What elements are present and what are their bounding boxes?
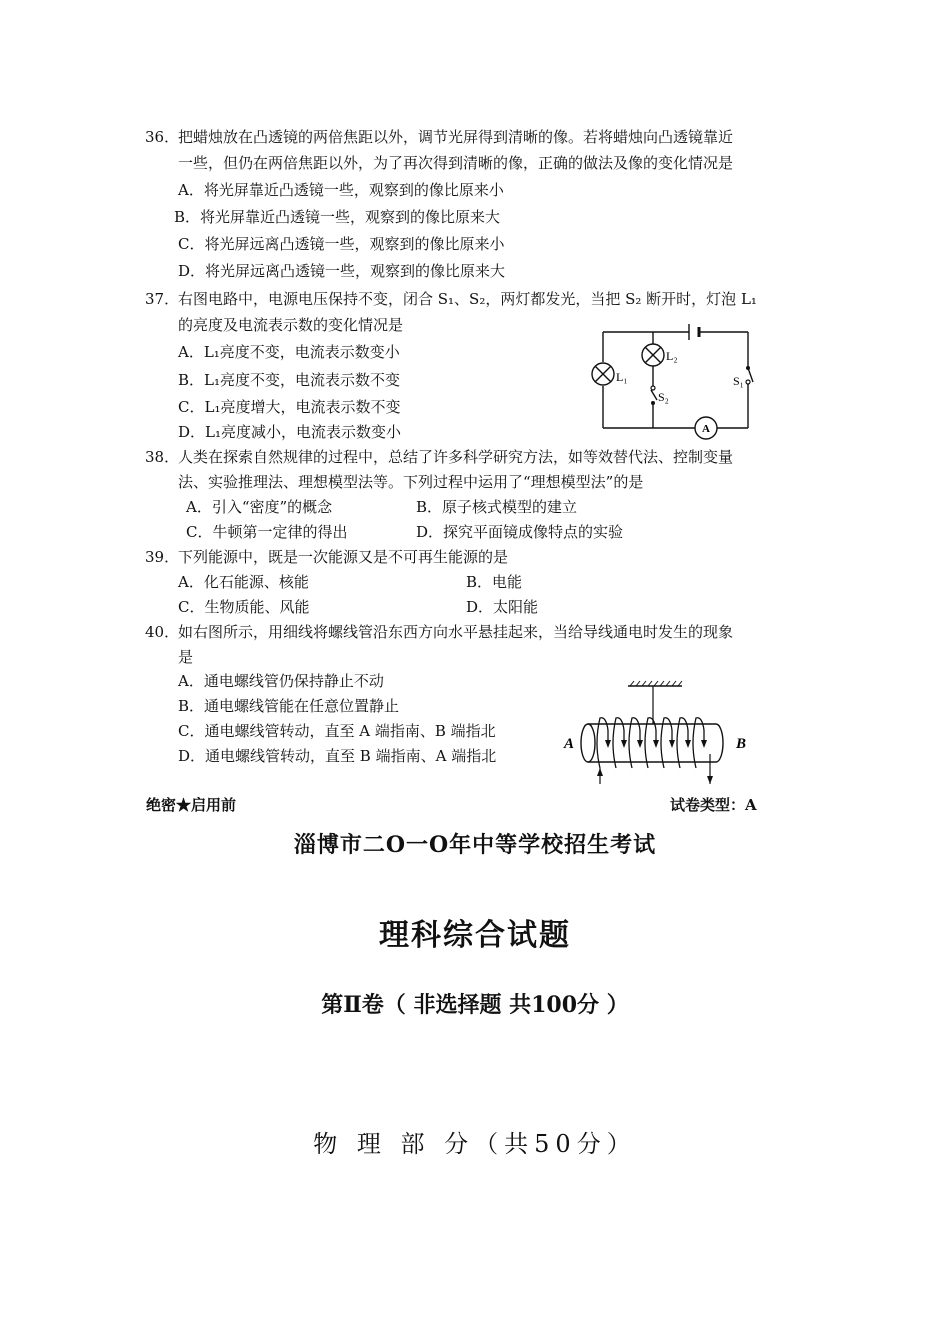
question-40-option-b: B．通电螺线管能在任意位置静止 <box>178 697 400 715</box>
section-title: 物 理 部 分（共50分） <box>313 1130 637 1158</box>
volume-title: 第Ⅱ卷（ 非选择题 共100分 ） <box>321 992 629 1018</box>
question-38-option-c: C．牛顿第一定律的得出 <box>186 523 348 541</box>
circuit-diagram <box>585 320 765 445</box>
question-37-option-c: C．L₁亮度增大，电流表示数不变 <box>178 398 401 416</box>
paper-type: 试卷类型：A <box>670 796 757 814</box>
lamp-l1-label: L₁ <box>616 370 628 384</box>
question-40-option-a: A．通电螺线管仍保持静止不动 <box>178 672 384 690</box>
question-39-option-b: B．电能 <box>466 573 523 591</box>
question-37-option-a: A．L₁亮度不变，电流表示数变小 <box>178 343 400 361</box>
solenoid-end-a-label: A <box>564 736 575 752</box>
question-37-stem-line1: 右图电路中，电源电压保持不变，闭合 S₁、S₂，两灯都发光，当把 S₂ 断开时，灯泡 L₁ <box>178 290 757 308</box>
subject-title: 理科综合试题 <box>379 918 571 953</box>
exam-title: 淄博市二O一O年中等学校招生考试 <box>293 832 657 858</box>
question-36-number: 36． <box>145 128 180 146</box>
confidential-mark: 绝密★启用前 <box>146 796 237 814</box>
question-39-number: 39． <box>145 548 180 566</box>
question-38-number: 38． <box>145 448 180 466</box>
question-39-option-c: C．生物质能、风能 <box>178 598 310 616</box>
question-37-option-b: B．L₁亮度不变，电流表示数不变 <box>178 371 400 389</box>
question-40-number: 40． <box>145 623 180 641</box>
question-40-stem-line2: 是 <box>178 648 194 666</box>
question-36-option-b: B．将光屏靠近凸透镜一些，观察到的像比原来大 <box>174 208 501 226</box>
switch-s1-label: S₁ <box>733 374 744 388</box>
question-36-stem-line1: 把蜡烛放在凸透镜的两倍焦距以外，调节光屏得到清晰的像。若将蜡烛向凸透镜靠近 <box>178 128 734 146</box>
ammeter-label: A <box>702 423 710 435</box>
solenoid-diagram <box>558 680 758 790</box>
question-36-option-c: C．将光屏远离凸透镜一些，观察到的像比原来小 <box>178 235 505 253</box>
question-40-stem-line1: 如右图所示，用细线将螺线管沿东西方向水平悬挂起来，当给导线通电时发生的现象 <box>178 623 734 641</box>
question-38-stem-line2: 法、实验推理法、理想模型法等。下列过程中运用了“理想模型法”的是 <box>178 473 644 491</box>
question-36-stem-line2: 一些，但仍在两倍焦距以外，为了再次得到清晰的像，正确的做法及像的变化情况是 <box>178 154 734 172</box>
question-37-number: 37． <box>145 290 180 308</box>
question-38-option-a: A．引入“密度”的概念 <box>186 498 333 516</box>
question-38-stem-line1: 人类在探索自然规律的过程中，总结了许多科学研究方法，如等效替代法、控制变量 <box>178 448 734 466</box>
question-36-option-d: D．将光屏远离凸透镜一些，观察到的像比原来大 <box>178 262 506 280</box>
switch-s2-label: S₂ <box>658 390 669 404</box>
solenoid-end-b-label: B <box>736 736 747 752</box>
question-37-stem-line2: 的亮度及电流表示数的变化情况是 <box>178 316 404 334</box>
question-40-option-d: D．通电螺线管转动，直至 B 端指南、A 端指北 <box>178 747 497 765</box>
question-40-option-c: C．通电螺线管转动，直至 A 端指南、B 端指北 <box>178 722 496 740</box>
question-39-option-d: D．太阳能 <box>466 598 539 616</box>
question-38-option-b: B．原子核式模型的建立 <box>416 498 578 516</box>
question-36-option-a: A．将光屏靠近凸透镜一些，观察到的像比原来小 <box>178 181 504 199</box>
question-37-option-d: D．L₁亮度减小，电流表示数变小 <box>178 423 402 441</box>
question-39-stem: 下列能源中，既是一次能源又是不可再生能源的是 <box>178 548 509 566</box>
question-39-option-a: A．化石能源、核能 <box>178 573 309 591</box>
lamp-l2-label: L₂ <box>666 349 678 363</box>
question-38-option-d: D．探究平面镜成像特点的实验 <box>416 523 624 541</box>
